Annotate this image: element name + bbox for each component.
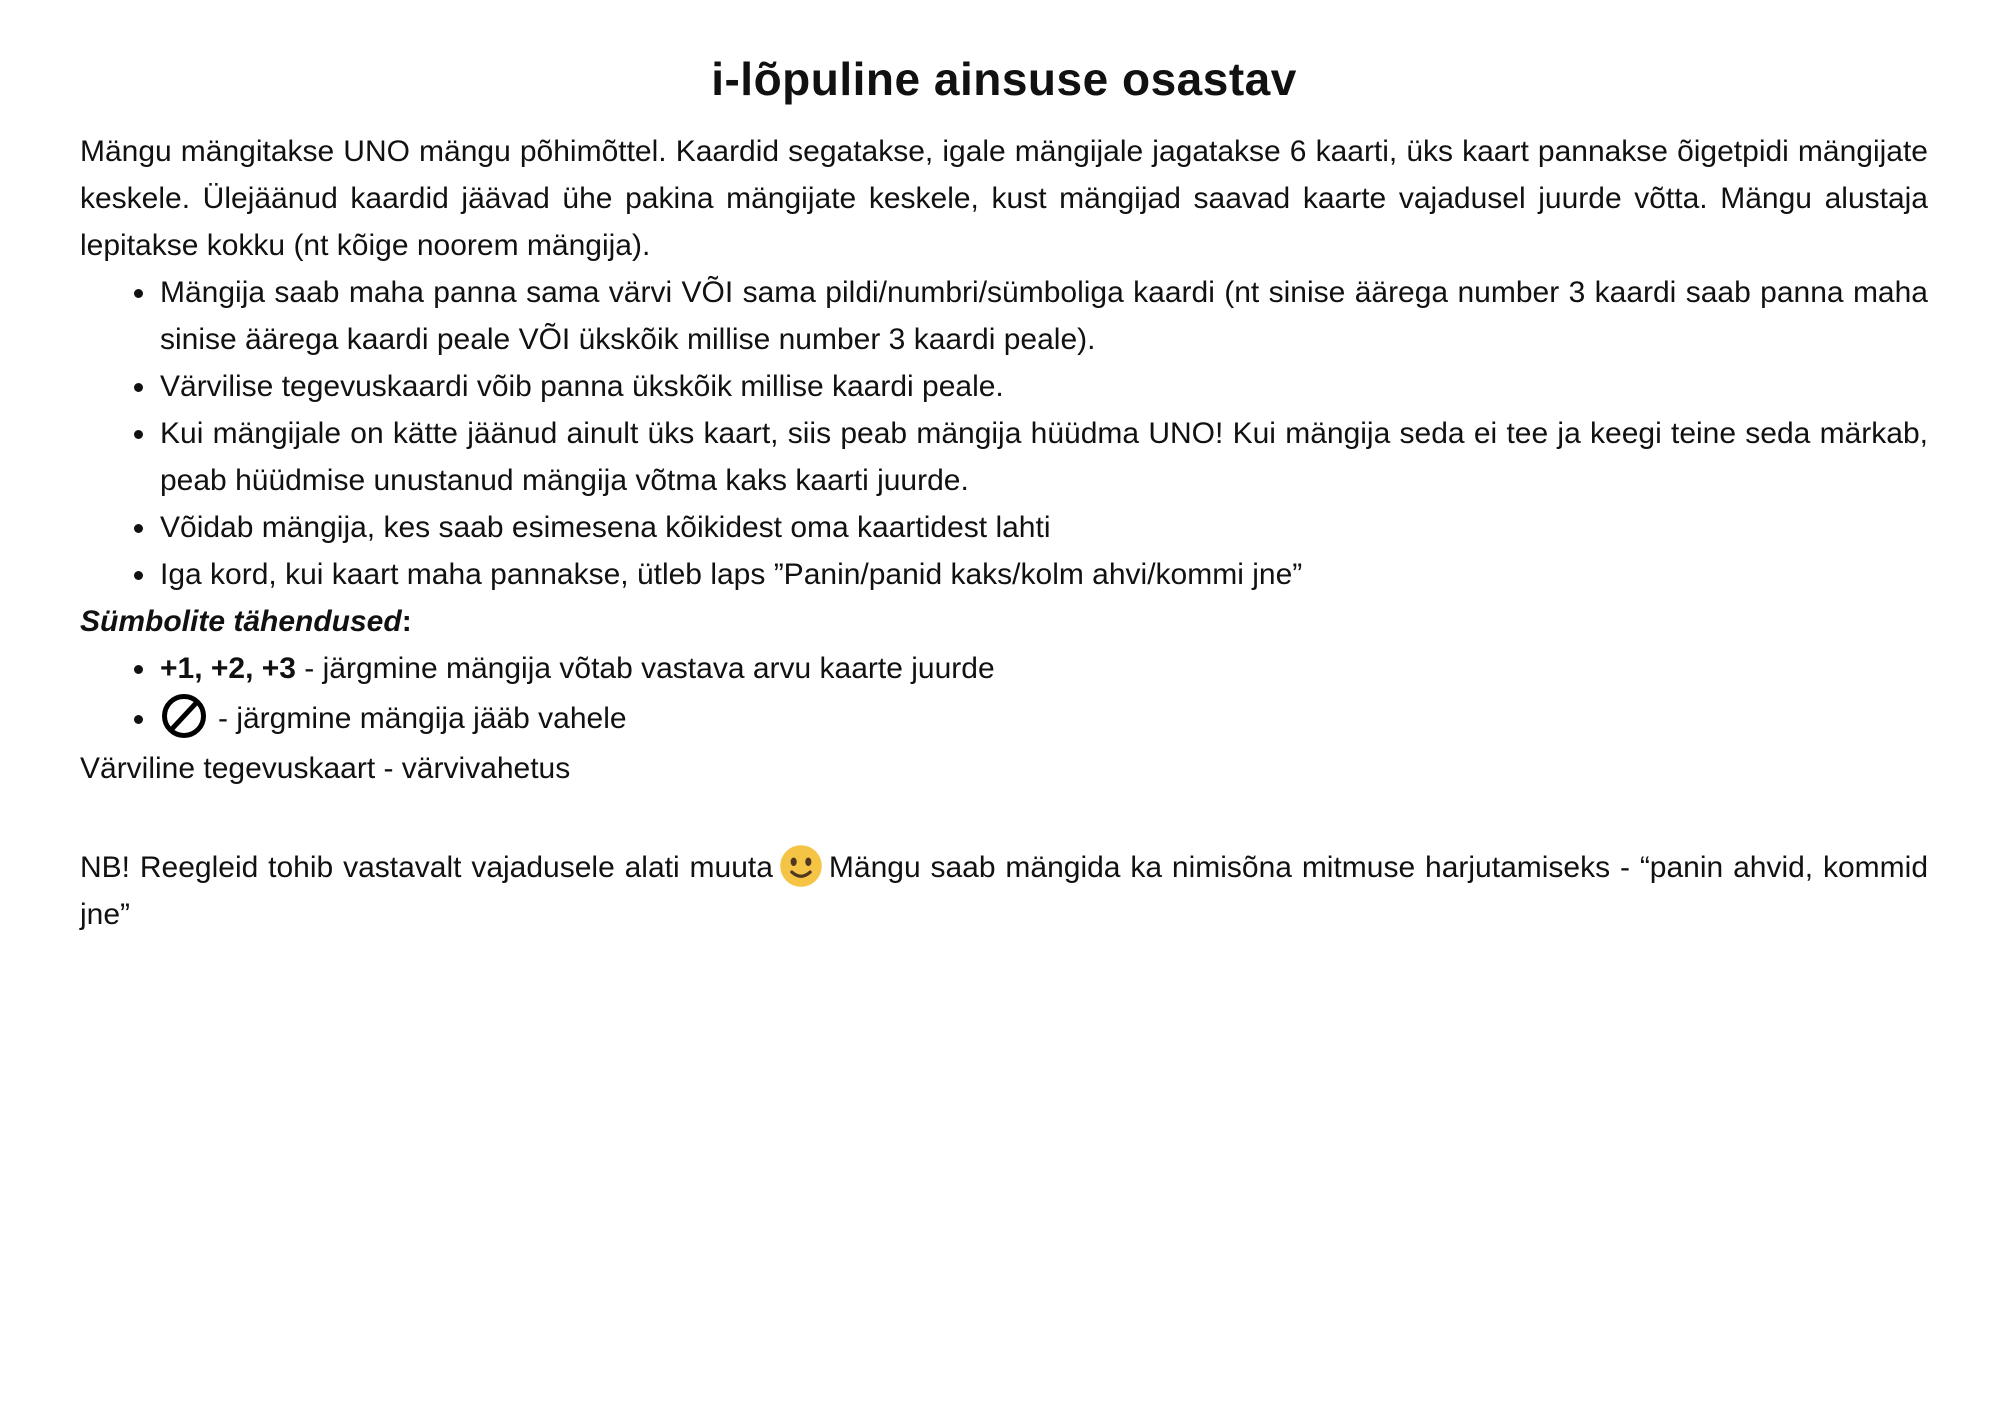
symbol-item-plus-cards bbox=[158, 645, 1928, 692]
nb-text-before: NB! Reegleid tohib vastavalt vajadusele alati muuta bbox=[80, 851, 773, 884]
page-title: i-lõpuline ainsuse osastav bbox=[711, 53, 1297, 105]
slightly-smiling-face-icon bbox=[779, 844, 823, 888]
symbols-heading bbox=[80, 598, 1928, 645]
rule-item-action-card: • Värvilise tegevuskaardi võib panna ükskõik millise kaardi peale. bbox=[158, 363, 1928, 410]
plus-cards-label: +1, +2, +3 bbox=[160, 652, 296, 685]
color-card-line: Värviline tegevuskaart - värvivahetus bbox=[80, 752, 571, 785]
nb-text-after: Mängu saab mängida ka nimisõna mitmuse harjutamiseks - “panin ahvid, kommid jne” bbox=[80, 851, 1929, 931]
symbols-list bbox=[80, 645, 1928, 745]
symbols-heading-text: Sümbolite tähendused bbox=[80, 605, 402, 638]
skip-text: - järgmine mängija jääb vahele bbox=[218, 702, 627, 735]
nb-paragraph bbox=[80, 844, 1928, 938]
rules-list bbox=[80, 269, 1928, 598]
plus-cards-text: - järgmine mängija võtab vastava arvu kaarte juurde bbox=[295, 652, 995, 685]
rule-item-same-color: • Mängija saab maha panna sama värvi VÕI sama pildi/numbri/sümboliga kaardi (nt sinise äärega number 3 kaardi saab panna maha sinise äärega kaardi peale VÕI ükskõik millise number 3 kaardi peale). bbox=[158, 269, 1928, 363]
rule-item-say-phrase: • Iga kord, kui kaart maha pannakse, ütleb laps ”Panin/panid kaks/kolm ahvi/kommi jne” bbox=[158, 551, 1928, 598]
symbol-item-skip bbox=[158, 692, 1928, 745]
rule-item-uno-call: • Kui mängijale on kätte jäänud ainult üks kaart, siis peab mängija hüüdma UNO! Kui mängija seda ei tee ja keegi teine seda märkab, peab hüüdmise unustanud mängija võtma kaks kaarti juurde. bbox=[158, 410, 1928, 504]
rule-item-winner: • Võidab mängija, kes saab esimesena kõikidest oma kaartidest lahti bbox=[158, 504, 1928, 551]
intro-paragraph: Mängu mängitakse UNO mängu põhimõttel. Kaardid segatakse, igale mängijale jagatakse 6 kaarti, üks kaart pannakse õigetpidi mängijate keskele. Ülejäänud kaardid jäävad ühe pakina mängijate keskele, kust mängijad saavad kaarte vajadusel juurde võtta. Mängu alustaja lepitakse kokku (nt kõige noorem mängija). bbox=[80, 135, 1928, 262]
symbols-heading-colon: : bbox=[401, 605, 412, 638]
no-entry-icon bbox=[160, 692, 208, 740]
